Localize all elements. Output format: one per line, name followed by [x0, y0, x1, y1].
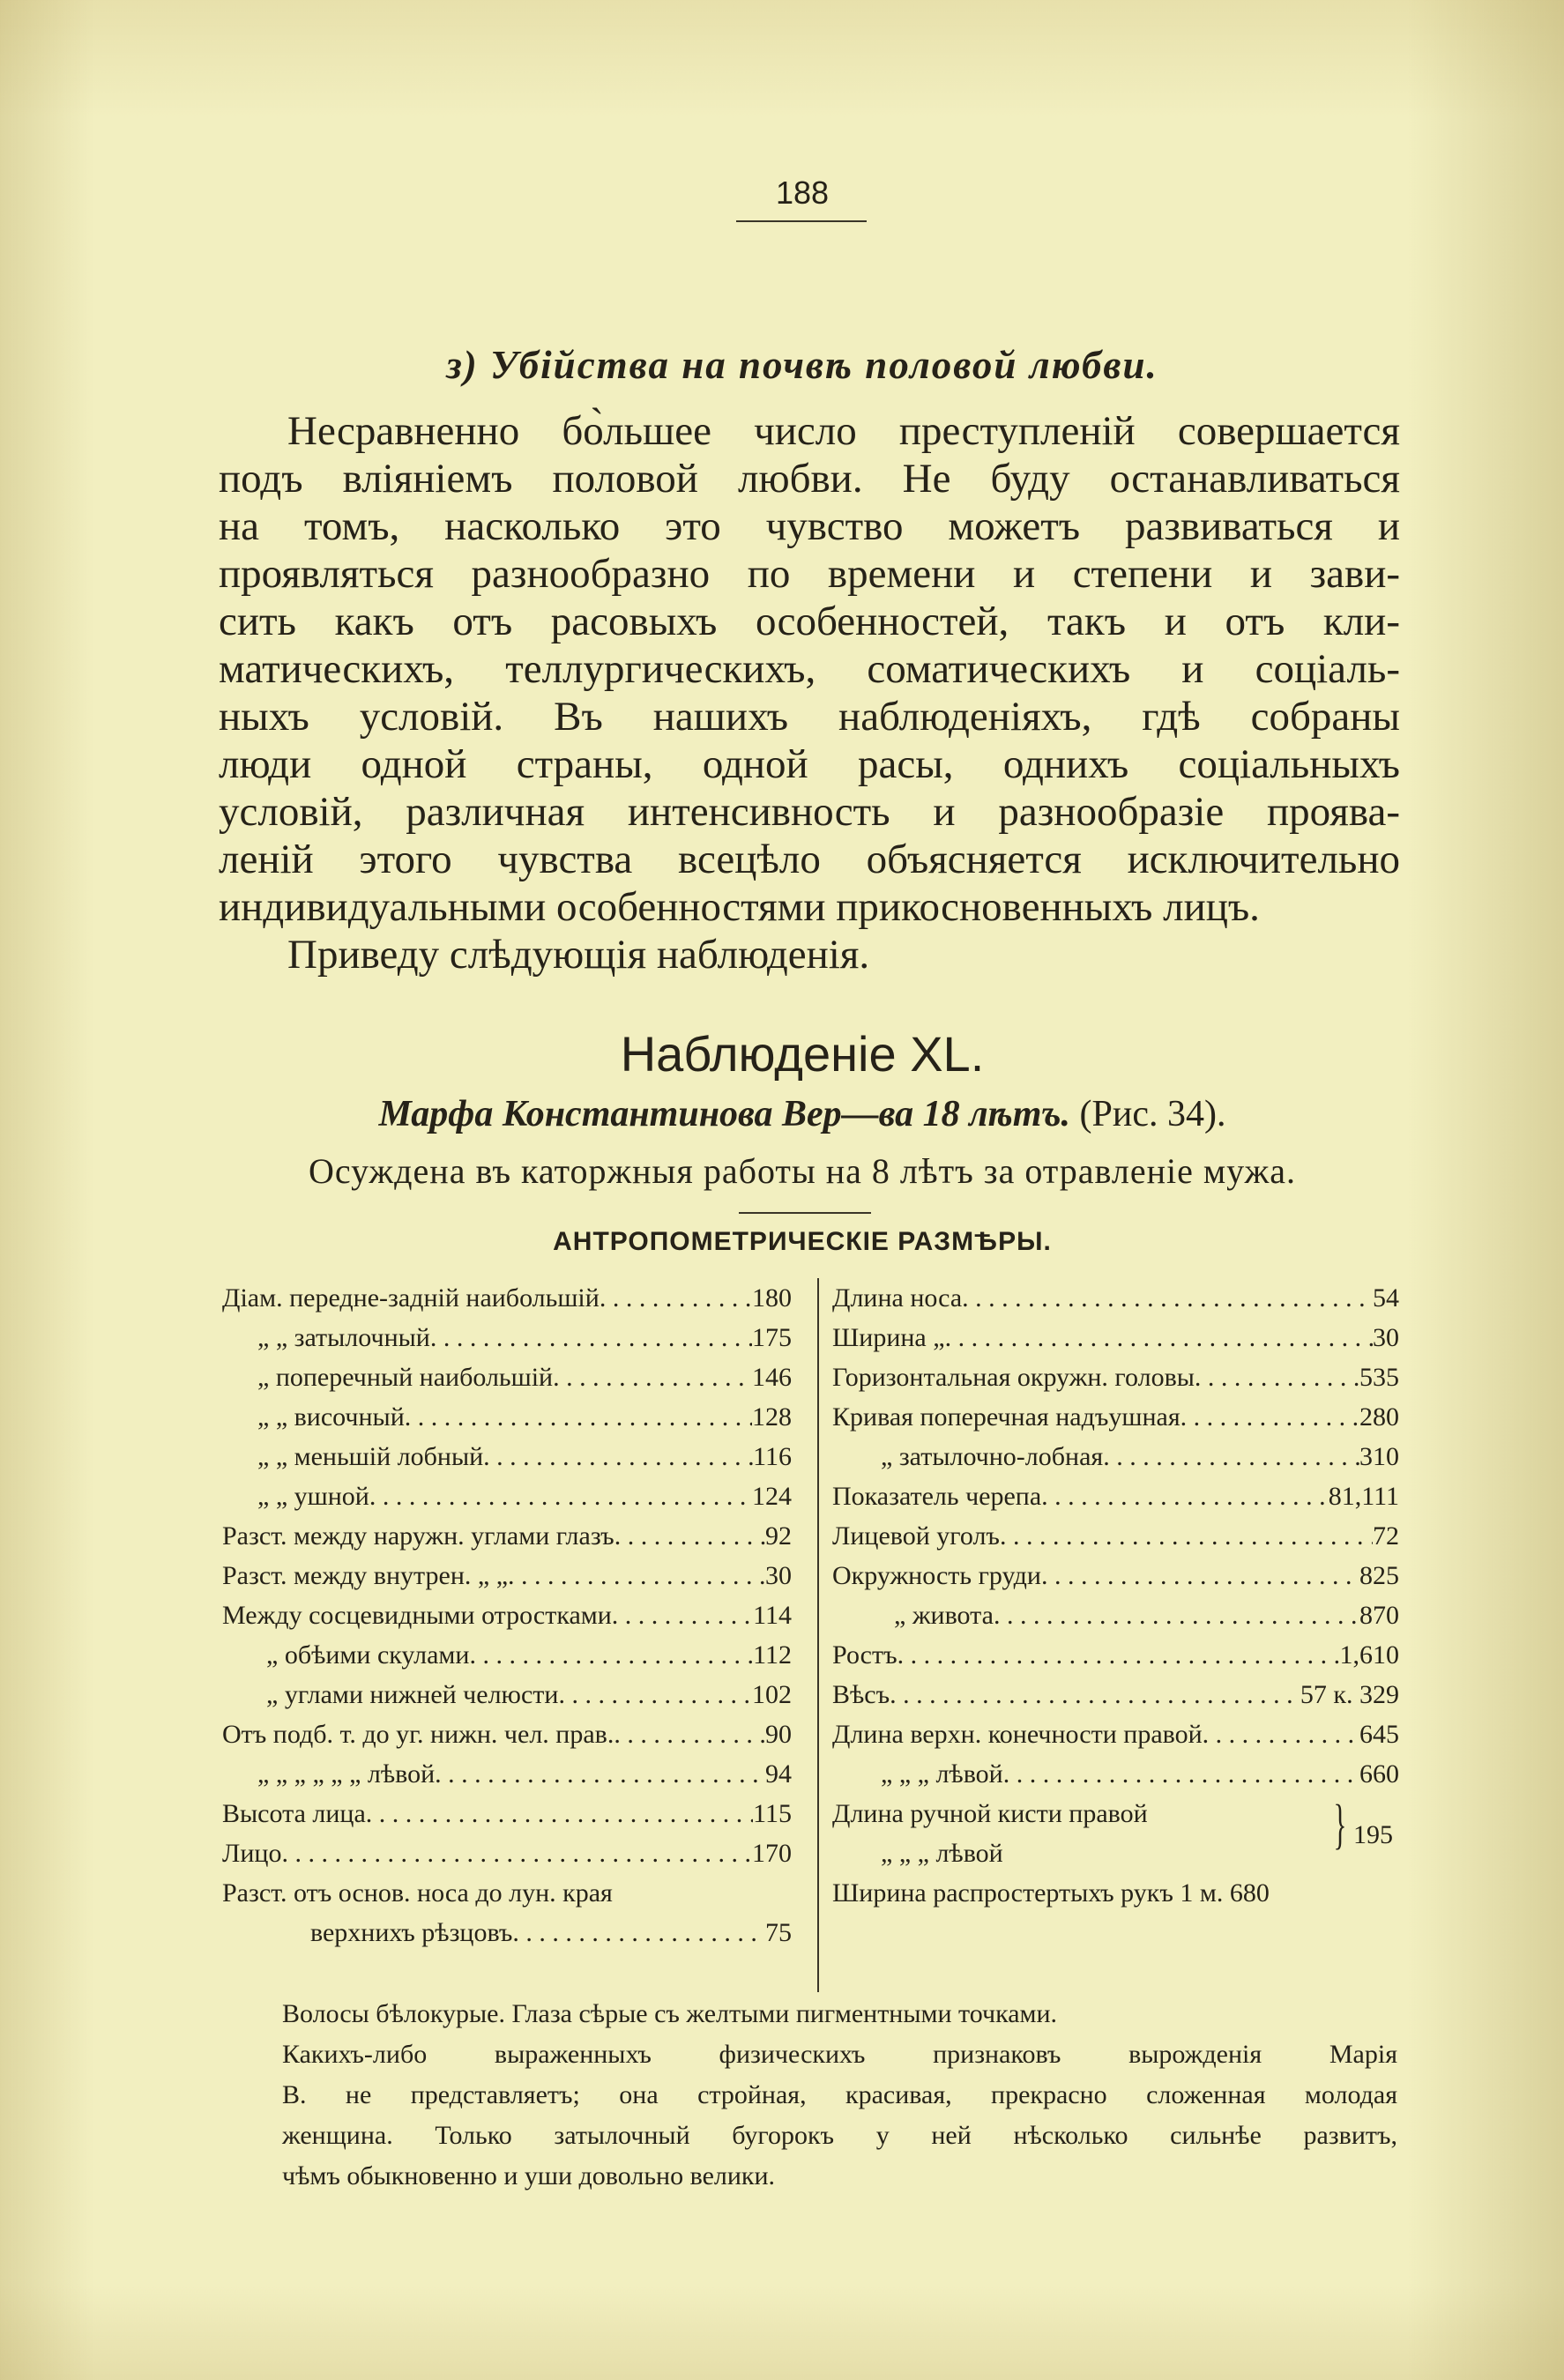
measurement-label: Разст. между наружн. углами глазъ: [222, 1521, 614, 1551]
right-measurements: [832, 1278, 1399, 1913]
verdict-line: Осуждена въ каторжныя работы на 8 лѣтъ за отравленіе мужа.: [308, 1151, 1297, 1191]
measurement-value: 645: [1359, 1720, 1399, 1749]
subject-name: Марфа Константинова Вер—ва 18 лѣтъ.: [378, 1094, 1070, 1134]
measurement-label: Длина носа: [832, 1283, 963, 1313]
measurement-row: [222, 1397, 792, 1437]
measurement-value: 112: [753, 1640, 792, 1670]
hand-length-value: 195: [1353, 1820, 1393, 1849]
leader-dots: [612, 1595, 753, 1635]
measurement-value: 90: [765, 1720, 792, 1749]
measurement-value: 124: [752, 1482, 792, 1511]
divider: [739, 1212, 871, 1214]
leader-dots: [405, 1397, 752, 1437]
left-measurements: [222, 1278, 792, 1952]
measurement-row: [832, 1794, 1399, 1833]
measurement-value: 94: [765, 1759, 792, 1789]
measurement-value: 1,610: [1339, 1640, 1399, 1670]
measurement-label: „ поперечный наибольшій: [257, 1363, 554, 1392]
measurement-value: 535: [1359, 1363, 1399, 1392]
figure-ref: (Рис. 34).: [1079, 1094, 1226, 1134]
measurement-label: Окружность груди: [832, 1561, 1041, 1590]
footer-line: В. не представляетъ; она стройная, красивая, прекрасно сложенная молодая: [282, 2080, 1397, 2109]
intro-paragraph: [219, 407, 1400, 978]
measurement-label: Отъ подб. т. до уг. нижн. чел. прав.: [222, 1720, 614, 1749]
leader-dots: [366, 1794, 753, 1833]
measurement-row: [832, 1318, 1399, 1357]
measurement-label: Лицо: [222, 1839, 282, 1868]
measurement-label: Ширина „: [832, 1323, 945, 1352]
leader-dots: [1195, 1357, 1359, 1397]
intro-line: ныхъ условій. Въ нашихъ наблюденіяхъ, гдѣ собраны: [219, 694, 1400, 740]
measurement-value: 30: [765, 1561, 792, 1590]
anthropometric-header: АНТРОПОМЕТРИЧЕСКІЕ РАЗМѢРЫ.: [553, 1227, 1052, 1256]
measurement-label: Между сосцевидными отростками: [222, 1601, 612, 1630]
leader-dots: [483, 1437, 753, 1476]
measurement-row: [222, 1754, 792, 1794]
measurement-row: [222, 1833, 792, 1873]
leader-dots: [890, 1675, 1300, 1714]
measurement-value: 92: [765, 1521, 792, 1551]
measurement-value: 310: [1359, 1442, 1399, 1471]
measurement-row: [832, 1595, 1399, 1635]
measurement-row: [222, 1913, 792, 1952]
measurement-label: Ростъ: [832, 1640, 897, 1670]
measurement-row: [222, 1675, 792, 1714]
measurement-label: Длина верхн. конечности правой: [832, 1720, 1203, 1749]
leader-dots: [614, 1714, 765, 1754]
observation-title: Наблюденіе XL.: [620, 1026, 985, 1082]
measurement-label: „ „ „ лѣвой: [881, 1759, 1003, 1789]
measurement-row: [222, 1318, 792, 1357]
leader-dots: [945, 1318, 1373, 1357]
measurement-label: Ширина распростертыхъ рукъ 1 м. 680: [832, 1878, 1270, 1908]
intro-line: сить какъ отъ расовыхъ особенностей, такъ и отъ кли-: [219, 599, 1400, 644]
leader-dots: [1000, 1516, 1373, 1556]
leader-dots: [558, 1675, 752, 1714]
measurement-value: 146: [752, 1363, 792, 1392]
measurement-label: Горизонтальная окружн. головы: [832, 1363, 1195, 1392]
measurement-value: 72: [1373, 1521, 1399, 1551]
measurement-value: 175: [752, 1323, 792, 1352]
measurement-row: [832, 1873, 1399, 1913]
footer-line: женщина. Только затылочный бугорокъ у ней нѣсколько сильнѣе развитъ,: [282, 2121, 1397, 2150]
brace: }: [1333, 1795, 1347, 1855]
measurement-value: 81,111: [1328, 1482, 1399, 1511]
measurement-row: [832, 1357, 1399, 1397]
intro-line-last: Приведу слѣдующія наблюденія.: [287, 932, 870, 978]
measurement-row: [222, 1714, 792, 1754]
measurement-row: [832, 1754, 1399, 1794]
measurement-label: Длина ручной кисти правой: [832, 1799, 1148, 1828]
footer-line: Волосы бѣлокурые. Глаза сѣрые съ желтыми пигментными точками.: [282, 1999, 1058, 2028]
measurement-row: [832, 1556, 1399, 1595]
page-number-rule: [736, 220, 867, 222]
leader-dots: [600, 1278, 752, 1318]
section-title: з) Убійства на почвѣ половой любви.: [446, 343, 1158, 387]
leader-dots: [1041, 1556, 1359, 1595]
measurement-row: [222, 1873, 792, 1913]
measurement-row: [222, 1635, 792, 1675]
measurement-label: „ „ височный: [257, 1402, 405, 1432]
measurement-label: „ живота: [894, 1601, 994, 1630]
measurement-value: 115: [753, 1799, 792, 1828]
measurement-label: „ „ „ „ „ „ лѣвой: [257, 1759, 436, 1789]
leader-dots: [1041, 1476, 1329, 1516]
measurement-value: 54: [1373, 1283, 1399, 1313]
measurement-value: 870: [1359, 1601, 1399, 1630]
measurement-value: 170: [752, 1839, 792, 1868]
measurement-row: [222, 1357, 792, 1397]
intro-line: индивидуальными особенностями прикосновенныхъ лицъ.: [219, 884, 1260, 930]
leader-dots: [435, 1754, 765, 1794]
measurement-row: [222, 1476, 792, 1516]
measurement-row: [222, 1794, 792, 1833]
measurement-label: Лицевой уголъ: [832, 1521, 1000, 1551]
measurement-value: 75: [765, 1918, 792, 1947]
measurement-row: [222, 1437, 792, 1476]
measurement-value: 114: [753, 1601, 792, 1630]
measurement-label: „ углами нижней челюсти: [266, 1680, 559, 1709]
leader-dots: [994, 1595, 1359, 1635]
measurement-row: [222, 1278, 792, 1318]
leader-dots: [508, 1556, 765, 1595]
measurement-value: 116: [753, 1442, 792, 1471]
column-divider: [817, 1278, 819, 1992]
page-number: 188: [775, 175, 830, 211]
measurement-value: 660: [1359, 1759, 1399, 1789]
measurement-label: верхнихъ рѣзцовъ: [310, 1918, 513, 1947]
measurement-row: [832, 1516, 1399, 1556]
measurement-value: 30: [1373, 1323, 1399, 1352]
intro-line: условій, различная интенсивность и разнообразіе проява-: [219, 789, 1400, 835]
measurement-row: [832, 1675, 1399, 1714]
footer-line: чѣмъ обыкновенно и уши довольно велики.: [282, 2161, 776, 2190]
measurement-row: [832, 1397, 1399, 1437]
leader-dots: [430, 1318, 752, 1357]
measurement-row: [832, 1714, 1399, 1754]
leader-dots: [469, 1635, 753, 1675]
observation-subject: [0, 1093, 1564, 1135]
footer-paragraph: [282, 1994, 1397, 2197]
measurement-row: [222, 1516, 792, 1556]
leader-dots: [897, 1635, 1340, 1675]
measurement-value: 825: [1359, 1561, 1399, 1590]
measurement-label: Вѣсъ: [832, 1680, 890, 1709]
intro-line: леній этого чувства всецѣло объясняется исключительно: [219, 837, 1400, 882]
intro-line: люди одной страны, одной расы, однихъ соціальныхъ: [219, 741, 1400, 787]
measurement-row: [832, 1476, 1399, 1516]
measurement-value: 102: [752, 1680, 792, 1709]
measurement-label: Кривая поперечная надъушная: [832, 1402, 1180, 1432]
leader-dots: [962, 1278, 1373, 1318]
measurement-label: Высота лица: [222, 1799, 366, 1828]
measurement-label: „ затылочно-лобная: [881, 1442, 1104, 1471]
measurement-label: „ обѣими скулами: [266, 1640, 470, 1670]
measurement-label: Показатель черепа: [832, 1482, 1042, 1511]
measurement-label: „ „ ушной: [257, 1482, 369, 1511]
measurement-value: 57 к. 329: [1300, 1680, 1399, 1709]
intro-line: Несравненно бо̀льшее число преступленій совершается: [287, 408, 1400, 454]
measurement-row: [832, 1635, 1399, 1675]
leader-dots: [1203, 1714, 1359, 1754]
leader-dots: [1180, 1397, 1359, 1437]
leader-dots: [1003, 1754, 1359, 1794]
measurement-row: [832, 1437, 1399, 1476]
intro-line: проявляться разнообразно по времени и степени и зави-: [219, 551, 1400, 597]
measurement-value: 280: [1359, 1402, 1399, 1432]
measurement-label: „ „ меньшій лобный: [257, 1442, 484, 1471]
intro-line: подъ вліяніемъ половой любви. Не буду останавливаться: [219, 456, 1400, 502]
measurement-label: Разст. между внутрен. „ „: [222, 1561, 509, 1590]
measurement-row: [832, 1833, 1399, 1873]
measurement-label: „ „ „ лѣвой: [881, 1839, 1003, 1868]
leader-dots: [553, 1357, 752, 1397]
measurement-row: [222, 1595, 792, 1635]
footer-line: Какихъ-либо выраженныхъ физическихъ признаковъ вырожденія Марія: [282, 2040, 1397, 2069]
measurement-row: [832, 1278, 1399, 1318]
intro-line: на томъ, насколько это чувство можетъ развиваться и: [219, 503, 1400, 549]
measurement-label: „ „ затылочный: [257, 1323, 430, 1352]
measurement-label: Діам. передне-задній наибольшій: [222, 1283, 600, 1313]
leader-dots: [369, 1476, 752, 1516]
measurement-label: Разст. отъ основ. носа до лун. края: [222, 1878, 613, 1908]
intro-line: матическихъ, теллургическихъ, соматическихъ и соціаль-: [219, 646, 1400, 692]
leader-dots: [281, 1833, 752, 1873]
measurement-value: 180: [752, 1283, 792, 1313]
measurement-value: 128: [752, 1402, 792, 1432]
measurement-row: [222, 1556, 792, 1595]
leader-dots: [512, 1913, 765, 1952]
leader-dots: [1103, 1437, 1359, 1476]
leader-dots: [614, 1516, 765, 1556]
